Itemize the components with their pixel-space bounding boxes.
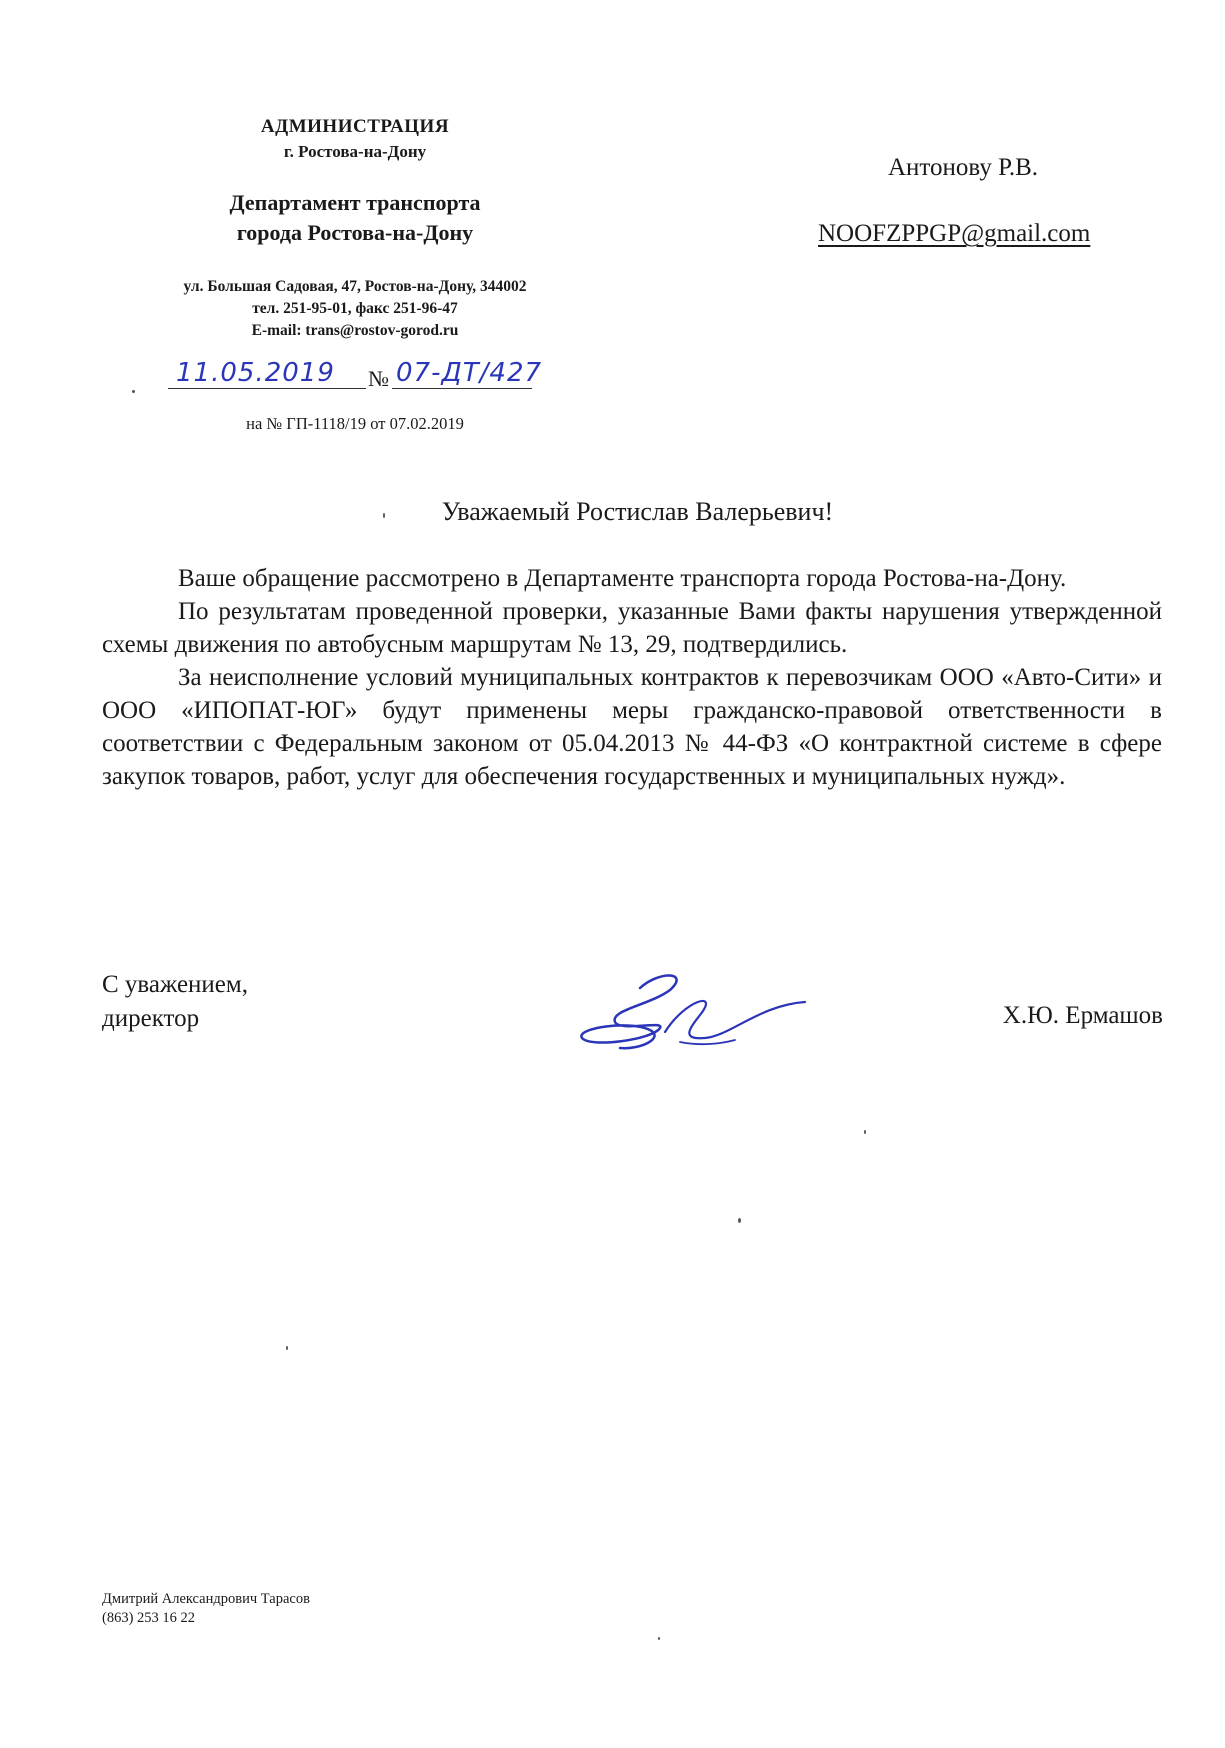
registration-number-underline: [392, 388, 532, 389]
letterhead-administration: АДМИНИСТРАЦИЯ: [260, 116, 450, 137]
letterhead-phone: тел. 251-95-01, факс 251-96-47: [252, 300, 458, 317]
registration-date-underline: [168, 388, 366, 389]
closing-block: [102, 968, 248, 1036]
registration-number-sign: №: [368, 366, 389, 391]
executor-block: [102, 1590, 310, 1628]
scan-speck: [132, 390, 135, 393]
body-paragraph: По результатам проведенной проверки, указанные Вами факты нарушения утвержденной схемы движения по автобусным маршрутам № 13, 29, подтвердились.: [102, 598, 1162, 658]
letterhead-department-line1: Департамент транспорта: [229, 190, 481, 215]
addressee-email: NOOFZPPGP@gmail.com: [818, 220, 1091, 247]
signer-name: Х.Ю. Ермашов: [1002, 1002, 1163, 1029]
closing-position: директор: [102, 1005, 200, 1032]
letter-body: [102, 562, 1162, 793]
letterhead-city: г. Ростова-на-Дону: [283, 142, 427, 161]
reference-line: на № ГП-1118/19 от 07.02.2019: [246, 414, 464, 433]
salutation: Уважаемый Ростислав Валерьевич!: [441, 497, 834, 526]
letterhead-address: ул. Большая Садовая, 47, Ростов-на-Дону, 344002: [183, 278, 527, 295]
handwritten-signature: [570, 960, 810, 1060]
registration-number: 07-ДТ/427: [396, 358, 543, 388]
letterhead-email: E-mail: trans@rostov-gorod.ru: [251, 322, 459, 339]
body-paragraph: Ваше обращение рассмотрено в Департаменте транспорта города Ростова-на-Дону.: [178, 565, 1067, 592]
body-paragraph: За неисполнение условий муниципальных контрактов к перевозчикам ООО «Авто-Сити» и ООО «ИПОПАТ-ЮГ» будут применены меры гражданско-правовой ответственности в соответствии с Федеральным законом от 05.04.2013 № 44-ФЗ «О контрактной системе в сфере закупок товаров, работ, услуг для обеспечения государственных и муниципальных нужд».: [102, 664, 1162, 790]
scan-speck: [658, 1637, 660, 1640]
scan-speck: [383, 513, 385, 518]
scan-speck: [738, 1218, 741, 1223]
scan-speck: [864, 1130, 866, 1134]
executor-name: Дмитрий Александрович Тарасов: [102, 1591, 310, 1607]
closing-regards: С уважением,: [102, 971, 248, 998]
executor-phone: (863) 253 16 22: [102, 1610, 196, 1626]
letterhead-department-line2: города Ростова-на-Дону: [236, 220, 474, 245]
registration-date: 11.05.2019: [176, 358, 335, 388]
addressee-name: Антонову Р.В.: [888, 154, 1039, 181]
scan-speck: [286, 1346, 288, 1350]
